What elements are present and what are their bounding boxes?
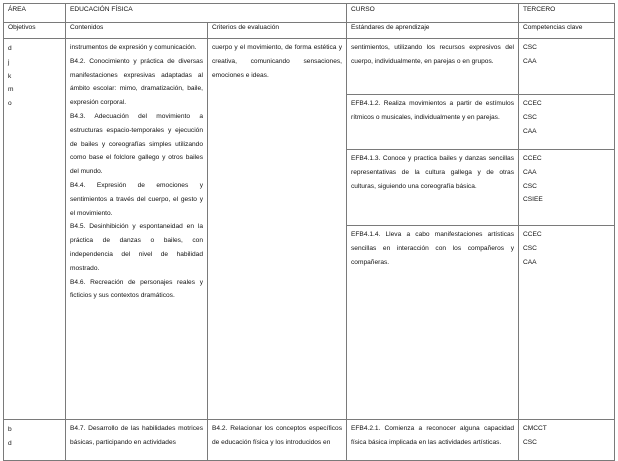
course-header-cell [347,4,519,23]
competence-item: CMCCT [523,425,547,432]
objective-item: j [8,58,10,66]
content-item: B4.2. Conocimiento y práctica de diversas manifestaciones expresivas adaptadas al ámbito escolar: mimo, dramatización, baile, expresión corporal. [70,57,203,107]
curriculum-table [3,3,615,461]
criteria-cell [208,39,347,420]
standard-text: EFB4.1.3. Conoce y practica bailes y danzas sencillas representativas de la cultura gallega y de otras culturas, siguiendo una coreografía básica. [351,155,514,190]
standard-block [347,39,518,95]
competence-item: CAA [523,258,537,266]
standard-text: EFB4.2.1. Comienza a reconocer alguna capacidad física básica implicada en las actividades artísticas. [351,425,514,446]
objectives-header: Objetivos [8,24,36,31]
content-item: B4.4. Expresión de emociones y sentimientos a través del cuerpo, el gesto y el movimiento. [70,181,203,217]
competence-item: CSC [523,244,537,252]
competence-item: CCEC [523,100,542,107]
competence-item: CCEC [523,155,542,162]
course-value: TERCERO [523,6,556,13]
contents-header: Contenidos [70,24,104,31]
course-value-cell [519,4,615,23]
criteria-text: cuerpo y el movimiento, de forma estética y creativa, comunicando sensaciones, emociones e ideas. [212,44,342,79]
competence-block [519,95,614,150]
objectives-cell [4,39,66,420]
standard-text: EFB4.1.2. Realiza movimientos a partir de estímulos rítmicos o musicales, individualmente y en parejas. [351,100,514,121]
header-row-columns [4,23,615,39]
subject-label: EDUCACIÓN FÍSICA [70,6,133,13]
contents-cell [66,39,208,420]
content-item: instrumentos de expresión y comunicación. [70,44,197,51]
competence-item: CAA [523,57,537,65]
area-label: ÁREA [8,6,26,13]
subject-header-cell [66,4,347,23]
competence-item: CCEC [523,231,542,238]
competences-cell [519,420,615,461]
objective-item: d [8,439,12,447]
standard-block [347,95,518,150]
competence-item: CSIEE [523,196,543,204]
table-row [4,39,615,420]
objectives-cell [4,420,66,461]
area-header-cell [4,4,66,23]
competences-cell [519,39,615,420]
competence-item: CSC [523,438,537,446]
content-item: B4.7. Desarrollo de las habilidades motrices básicas, participando en actividades [70,425,203,446]
objective-item: b [8,426,12,433]
objective-item: d [8,45,12,52]
course-label: CURSO [351,6,375,13]
objectives-list [4,39,65,111]
competence-block [519,150,614,226]
competence-item: CSC [523,182,537,190]
standard-block [347,226,518,376]
standard-block [347,150,518,226]
competence-block [519,420,614,450]
competence-item: CSC [523,113,537,121]
competence-block [519,226,614,376]
standards-cell [347,39,519,420]
competence-item: CSC [523,44,537,51]
criteria-header: Criterios de evaluación [212,24,280,31]
criteria-cell [208,420,347,461]
header-row-area [4,4,615,23]
competences-header: Competencias clave [523,24,583,31]
standard-text: sentimientos, utilizando los recursos expresivos del cuerpo, individualmente, en parejas o en grupos. [351,44,514,65]
content-item: B4.3. Adecuación del movimiento a estructuras espacio-temporales y ejecución de bailes y coreografías simples utilizando como base el folclore gallego y otros bailes del mundo. [70,112,203,176]
criteria-text: B4.2. Relacionar los conceptos específicos de educación física y los introducidos en [212,425,342,446]
content-item: B4.6. Recreación de personajes reales y ficticios y sus contextos dramáticos. [70,278,203,300]
objective-item: m [8,86,14,94]
standard-text: EFB4.1.4. Lleva a cabo manifestaciones artísticas sencillas en interacción con los compañeros y compañeras. [351,231,514,266]
table-row [4,420,615,461]
standards-header: Estándares de aprendizaje [351,24,430,31]
objective-item: k [8,72,12,80]
objective-item: o [8,100,12,108]
standards-cell [347,420,519,461]
competence-item: CAA [523,168,537,176]
contents-cell [66,420,208,461]
competence-item: CAA [523,127,537,135]
competence-block [519,39,614,95]
content-item: B4.5. Desinhibición y espontaneidad en la práctica de danzas o bailes, con independencia del nivel de habilidad mostrado. [70,223,203,272]
